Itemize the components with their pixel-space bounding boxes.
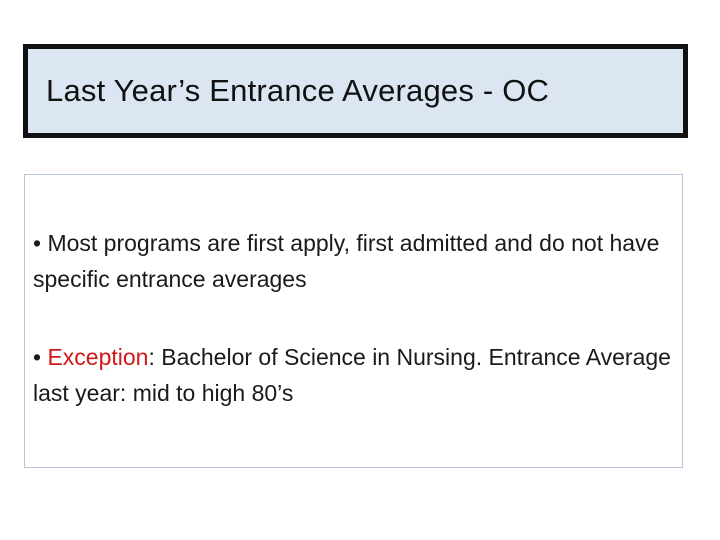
bullet-marker: • <box>33 230 48 256</box>
title-box <box>23 44 688 138</box>
bullet-programs <box>33 225 674 297</box>
bullet-text: Most programs are first apply, first admitted and do not have specific entrance averages <box>33 230 660 292</box>
bullet-marker: • <box>33 344 48 370</box>
bullet-exception <box>33 339 674 411</box>
bullet-text: : Bachelor of Science in Nursing. Entrance Average last year: mid to high 80’s <box>33 344 671 406</box>
exception-highlight: Exception <box>47 344 149 370</box>
content-box <box>24 174 683 468</box>
slide-title: Last Year’s Entrance Averages - OC <box>46 73 550 108</box>
